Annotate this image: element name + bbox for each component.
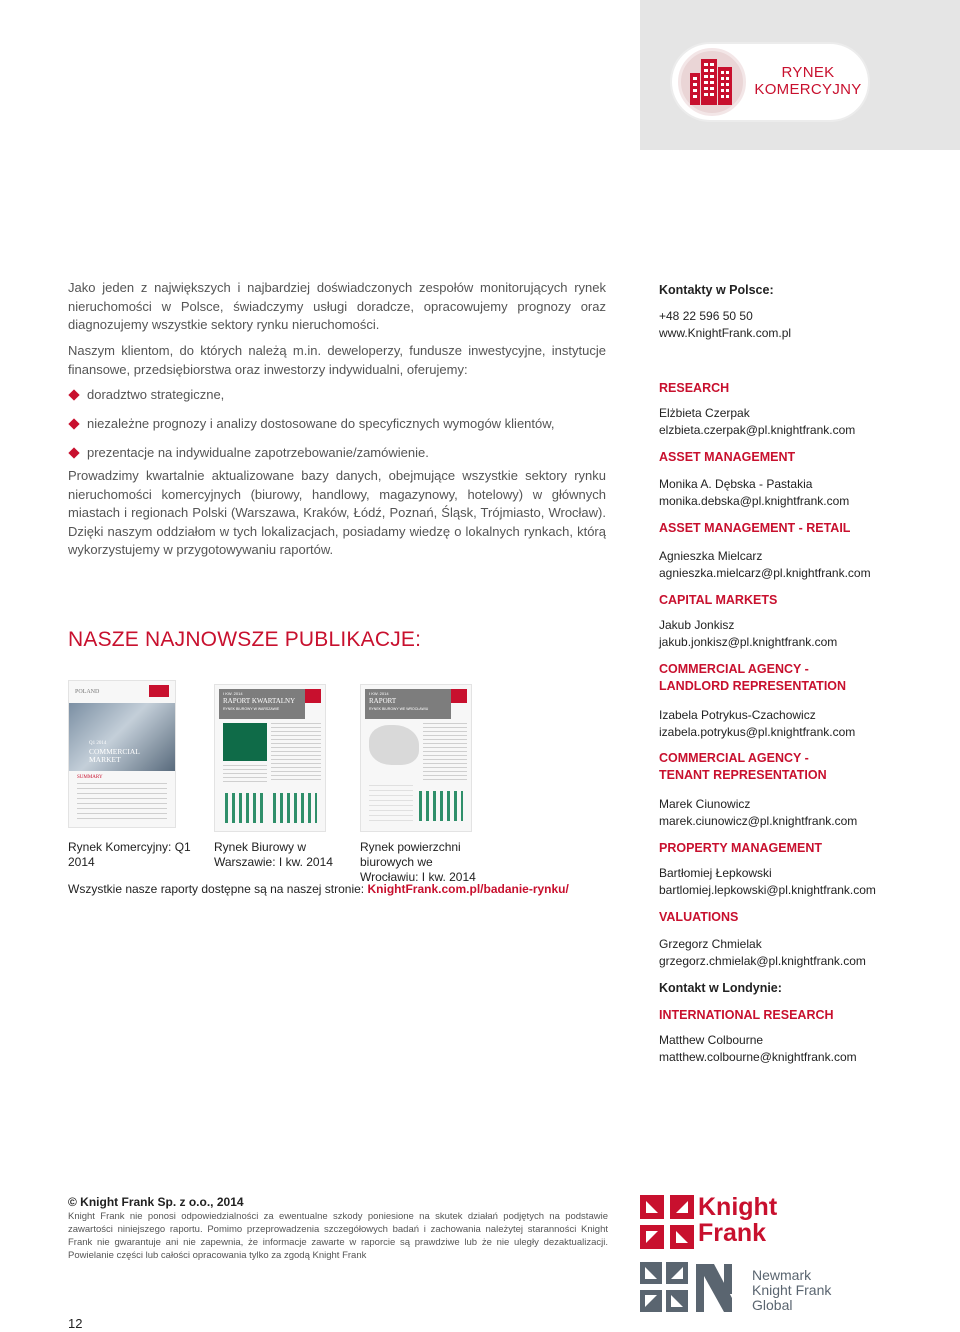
bullet-text: prezentacje na indywidualne zapotrzebowanie/zamówienie.: [87, 445, 429, 460]
contact-email[interactable]: jakub.jonkisz@pl.knightfrank.com: [659, 635, 838, 649]
publication-label: Rynek Komercyjny: Q1 2014: [68, 840, 191, 869]
contact-category: VALUATIONS: [659, 910, 739, 924]
bullet-item: [68, 415, 608, 433]
contact-name: Monika A. Dębska - Pastakia: [659, 477, 813, 491]
cover-title: RAPORT: [369, 697, 397, 705]
contact-category: CAPITAL MARKETS: [659, 593, 778, 607]
contact-email[interactable]: monika.debska@pl.knightfrank.com: [659, 494, 850, 508]
contact-email[interactable]: bartlomiej.lepkowski@pl.knightfrank.com: [659, 883, 876, 897]
page-number: 12: [68, 1316, 83, 1331]
kf-mini-logo-icon: [451, 689, 467, 703]
cover-sub: RYNEK BIUROWY W WARSZAWIE: [223, 707, 280, 711]
cover-chart: [273, 793, 317, 823]
cover-kicker: I KW. 2014: [223, 691, 243, 696]
newmark-logo-icon: [640, 1262, 740, 1316]
intro-paragraph-3: Prowadzimy kwartalnie aktualizowane bazy danych, obejmujące wszystkie sektory rynku nieruchomości komercyjnych (biurowy, handlowy, magazynowy, hotelowy) w głównych miastach i regionach Polski (Warszawa, Kraków, Łódź, Poznań, Śląsk, Trójmiasto, Wrocław). Dzięki naszym oddziałom w tych lokalizacjach, posiadamy wiedzę o lokalnych rynkach, którą wykorzystujemy w przygotowywaniu raportów.: [68, 468, 606, 557]
bullet-text: doradztwo strategiczne,: [87, 387, 225, 402]
contact-name: Agnieszka Mielcarz: [659, 549, 763, 563]
contact-name: Bartłomiej Łepkowski: [659, 866, 772, 880]
reports-note-text: Wszystkie nasze raporty dostępne są na naszej stronie:: [68, 882, 368, 896]
contact-category: RESEARCH: [659, 381, 730, 395]
kf-wordmark-line-2: Frank: [698, 1219, 767, 1247]
publication-cover-commercial[interactable]: [68, 680, 176, 828]
london-heading: Kontakt w Londynie:: [659, 981, 782, 995]
badge-line-2: KOMERCYJNY: [754, 81, 862, 98]
cover-sub: RYNEK BIUROWY WE WROCŁAWIU: [369, 707, 429, 711]
contact-category: PROPERTY MANAGEMENT: [659, 841, 822, 855]
diamond-bullet-icon: [68, 447, 79, 458]
cover-chart: [225, 793, 265, 823]
cover-chart: [419, 791, 463, 821]
disclaimer: Knight Frank nie ponosi odpowiedzialności za ewentualne szkody poniesione na skutek działań podjętych na podstawie zawartości niniejszego raportu. Pomimo przeprowadzenia szczegółowych badań i zachowania należytej staranności Knight Frank nie gwarantuje ani nie zapewnia, że informacje zawarte w raporcie są prawdziwe lub że nie uległy dezaktualizacji. Powielanie części lub całości opracowania tylko za zgodą Knight Frank: [68, 1211, 608, 1261]
cover-text-lines: [271, 723, 321, 783]
contact-name: Izabela Potrykus-Czachowicz: [659, 708, 816, 722]
cover-title: COMMERCIAL MARKET: [89, 747, 140, 764]
knight-frank-logo: [640, 1193, 778, 1249]
intro-paragraph-2: Naszym klientom, do których należą m.in. deweloperzy, fundusze inwestycyjne, instytucje finansowe, przedsiębiorstwa oraz inwestorzy indywidualni, oferujemy:: [68, 343, 606, 377]
contact-name: Matthew Colbourne: [659, 1033, 764, 1047]
kf-mini-logo-icon: [305, 689, 321, 703]
contact-email[interactable]: agnieszka.mielcarz@pl.knightfrank.com: [659, 566, 871, 580]
cover-section: SUMMARY: [77, 775, 103, 780]
contact-name: Grzegorz Chmielak: [659, 937, 762, 951]
badge-label: [752, 64, 864, 98]
contact-email[interactable]: matthew.colbourne@knightfrank.com: [659, 1050, 857, 1064]
publication-cover-wroclaw[interactable]: [360, 684, 472, 832]
contact-email[interactable]: elzbieta.czerpak@pl.knightfrank.com: [659, 423, 856, 437]
badge-line-1: RYNEK: [781, 64, 835, 81]
cover-text-lines: [77, 783, 167, 819]
knight-frank-logo-icon: [640, 1195, 694, 1249]
cover-sub: Q1 2014: [89, 741, 107, 746]
cover-title: RAPORT KWARTALNY: [223, 697, 296, 705]
intro-paragraph-1: Jako jeden z największych i najbardziej doświadczonych zespołów monitorujących rynek nieruchomości w Polsce, świadczymy usługi doradcze, opracowujemy prognozy oraz diagnozujemy wszystkie sektory rynku nieruchomości.: [68, 280, 606, 332]
contact-name: Elżbieta Czerpak: [659, 406, 750, 420]
cover-text-lines: [223, 765, 267, 785]
building-icon: [686, 53, 738, 109]
contact-category: COMMERCIAL AGENCY - LANDLORD REPRESENTATION: [659, 662, 847, 693]
cover-kicker: I KW. 2014: [369, 691, 389, 696]
contact-name: Jakub Jonkisz: [659, 618, 735, 632]
publication-cover-warsaw[interactable]: [214, 684, 326, 832]
cover-chart: [369, 785, 413, 821]
nkf-line-2: Knight Frank: [752, 1282, 832, 1298]
nkf-line-3: Global: [752, 1297, 793, 1313]
kf-wordmark-line-1: Knight: [698, 1193, 778, 1221]
bullet-text: niezależne prognozy i analizy dostosowane do specyficznych wymogów klientów,: [87, 416, 555, 431]
bullet-item: [68, 444, 608, 462]
contacts-website[interactable]: www.KnightFrank.com.pl: [659, 326, 792, 340]
contact-name: Marek Ciunowicz: [659, 797, 751, 811]
reports-note: [68, 882, 569, 896]
cover-text-lines: [423, 723, 467, 783]
diamond-bullet-icon: [68, 418, 79, 429]
contacts-phone: +48 22 596 50 50: [659, 309, 753, 323]
nkf-line-1: Newmark: [752, 1267, 812, 1283]
cover-map: [369, 725, 419, 765]
contact-category: INTERNATIONAL RESEARCH: [659, 1008, 834, 1022]
publication-label: Rynek Biurowy w Warszawie: I kw. 2014: [214, 840, 333, 869]
contact-category: COMMERCIAL AGENCY - TENANT REPRESENTATION: [659, 751, 827, 782]
publication-label: Rynek powierzchni biurowych we Wrocławiu: I kw. 2014: [360, 840, 476, 884]
kf-mini-logo-icon: [149, 685, 169, 697]
reports-link[interactable]: KnightFrank.com.pl/badanie-rynku/: [367, 882, 569, 896]
cover-kicker: POLAND: [75, 689, 100, 695]
contacts-heading-text: Kontakty w Polsce:: [659, 283, 774, 297]
publications-title: NASZE NAJNOWSZE PUBLIKACJE:: [68, 628, 422, 651]
contact-email[interactable]: marek.ciunowicz@pl.knightfrank.com: [659, 814, 858, 828]
contact-category: ASSET MANAGEMENT: [659, 450, 796, 464]
contacts-heading: [659, 282, 949, 299]
contact-email[interactable]: grzegorz.chmielak@pl.knightfrank.com: [659, 954, 866, 968]
newmark-knight-frank-logo: [640, 1262, 860, 1318]
contact-category: ASSET MANAGEMENT - RETAIL: [659, 521, 851, 535]
contact-email[interactable]: izabela.potrykus@pl.knightfrank.com: [659, 725, 856, 739]
cover-highlight-box: [223, 723, 267, 761]
bullet-item: [68, 386, 608, 404]
copyright: © Knight Frank Sp. z o.o., 2014: [68, 1195, 244, 1209]
diamond-bullet-icon: [68, 389, 79, 400]
